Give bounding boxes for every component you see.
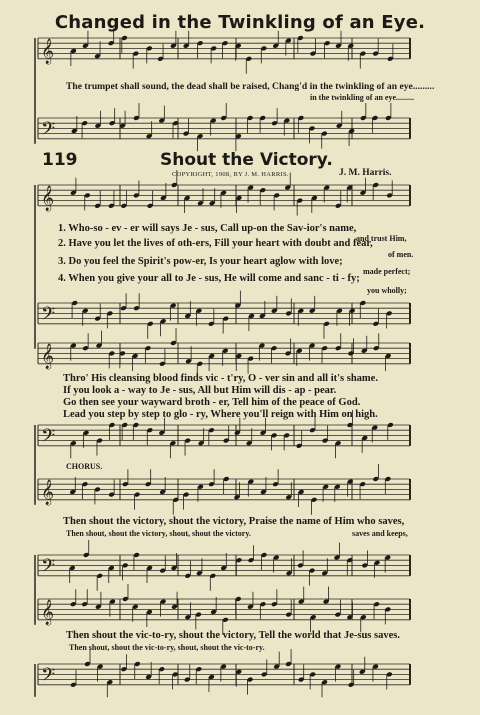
chorus-echo-1b: saves and keeps,: [352, 529, 408, 538]
chorus-label: CHORUS.: [66, 462, 103, 471]
top-lyric-line: The trumpet shall sound, the dead shall be raised, Chang'd in the twinkling of an eye.........: [66, 81, 435, 92]
top-lyric-echo: in the twinkling of an eye.........: [310, 93, 415, 102]
verse-tail-1: and trust Him,: [356, 234, 407, 243]
verse-line-3: 3. Do you feel the Spirit's pow-er, Is your heart aglow with love;: [58, 256, 343, 267]
copyright-notice: COPYRIGHT, 1908, BY J. M. HARRIS.: [172, 171, 289, 178]
hymn-title: Shout the Victory.: [160, 150, 333, 170]
hymn-number: 119: [42, 150, 78, 170]
verse-tail-3: made perfect;: [363, 267, 411, 276]
system2-line-3: Go then see your wayward broth - er, Tell him of the peace of God.: [63, 397, 361, 408]
composer-credit: J. M. Harris.: [339, 168, 392, 178]
bass-clef-icon: 𝄢: [41, 118, 56, 144]
verse-tail-2: of men.: [388, 250, 414, 259]
chorus-echo-1: Then shout, shout the victory, shout, shout the victory.: [66, 529, 251, 538]
bass-clef-icon: 𝄢: [41, 425, 56, 451]
top-song-title: Changed in the Twinkling of an Eye.: [54, 12, 426, 33]
bass-clef-icon: 𝄢: [41, 555, 56, 581]
treble-clef-icon: 𝄞: [41, 599, 55, 625]
chorus-line-1: Then shout the victory, shout the victory, Praise the name of Him who saves,: [63, 516, 405, 527]
verse-line-4: 4. When you give your all to Je - sus, He will come and sanc - ti - fy;: [58, 273, 360, 284]
treble-clef-icon: 𝄞: [41, 343, 55, 369]
verse-line-1: 1. Who-so - ev - er will says Je - sus, Call up-on the Sav-ior's name,: [58, 223, 357, 234]
system2-line-2: If you look a - way to Je - sus, All but Him will dis - ap - pear.: [63, 385, 337, 396]
treble-clef-icon: 𝄞: [41, 479, 55, 505]
chorus-line-2: Then shout the vic-to-ry, shout the victory, Tell the world that Je-sus saves.: [66, 630, 400, 641]
treble-clef-icon: 𝄞: [41, 185, 55, 211]
bass-clef-icon: 𝄢: [41, 664, 56, 690]
chorus-echo-2: Then shout, shout the vic-to-ry, shout, shout the vic-to-ry.: [69, 643, 265, 652]
system2-line-1: Thro' His cleansing blood finds vic - t'ry, O - ver sin and all it's shame.: [63, 373, 378, 384]
treble-clef-icon: 𝄞: [41, 38, 55, 64]
system2-line-4: Lead you step by step to glo - ry, Where you'll reign with Him on high.: [63, 409, 378, 420]
bass-clef-icon: 𝄢: [41, 303, 56, 329]
verse-tail-4: you wholly;: [367, 286, 407, 295]
verse-line-2: 2. Have you let the lives of oth-ers, Fill your heart with doubt and fear,: [58, 238, 373, 249]
